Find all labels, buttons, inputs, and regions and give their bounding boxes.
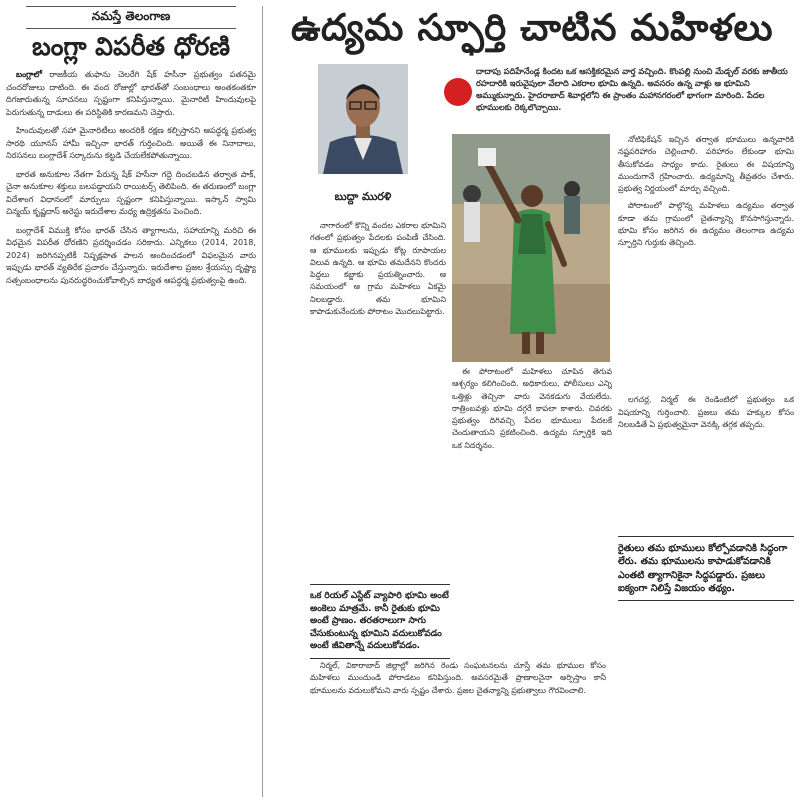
main-article <box>270 6 794 800</box>
author-name: బుద్దా మురళి <box>334 190 392 203</box>
pull-quote-2: రైతులు తమ భూములు కోల్పోవడానికి సిద్ధంగా లేరు. తమ భూములను కాపాడుకోవడానికి ఎంతటి త్యాగానికైనా సిద్ధపడ్డారు. ప్రజలు ఐక్యంగా నిలిస్తే విజయం తథ్యం. <box>618 536 794 601</box>
column-d-paragraph: నిర్మల్, వికారాబాద్ జిల్లాల్లో జరిగిన రెండు సంఘటనలను చూస్తే తమ భూముల కోసం మహిళలు ముందుండి పోరాడటం కనిపిస్తుంది. అవసరమైతే ప్రాణాలనైనా అర్పిస్తాం కానీ భూములను వదులుకోమని వారు స్పష్టం చేశారు. ప్రజల చైతన్యాన్ని ప్రభుత్వాలు గౌరవించాలి. <box>310 661 606 695</box>
author-photo <box>318 64 408 174</box>
column-a <box>310 220 446 580</box>
pull-quote-1: ఒక రియల్ ఎస్టేట్ వ్యాపారి భూమి అంటే అంకెలు మాత్రమే. కానీ రైతుకు భూమి అంటే ప్రాణం. తరతరాలుగా సాగు చేసుకుంటున్న భూమిని వదులుకోవడం అంటే జీవితాన్నే వదులుకోవడం. <box>310 584 450 659</box>
left-article-body <box>6 68 256 287</box>
left-paragraph-1: బంగ్లాలో రాజకీయ తుఫాను చెలరేగి షేక్ హసీనా ప్రభుత్వం పతనమై చందరోజులు దాటింది. ఈ వంద రోజుల్లో భారత్‌తో సంబంధాలు అంతకంతకూ దిగజారుతున్న సూచనలు స్పష్టంగా కనిపిస్తున్నాయి. మైనారిటీ హిందువులపై పెరుగుతున్న దాడులు ఈ పరిస్థితికి కారణమని చెప్తారు. <box>6 69 256 117</box>
column-c-paragraph-3: లగచర్ల, నిర్మల్ ఈ రెండింటిలో ప్రభుత్వం ఒక విషయాన్ని గుర్తించాలి. ప్రజలు తమ హక్కుల కోసం నిలబడితే ఏ ప్రభుత్వమైనా వెనక్కి తగ్గక తప్పదు. <box>618 395 794 429</box>
lead-paragraph: దాదాపు పదిహేనేండ్ల కిందట ఒక ఆసక్తికరమైన వార్త వచ్చింది. కొంపల్లి నుంచి మేడ్చల్ వరకు జాతీయ రహదారికి ఇరువైపులా వేలాది ఎకరాల భూమి ఉన్నది. అవసరం ఉన్న వాళ్లు ఆ భూమిని అమ్ముకున్నారు. హైదరాబాద్ శివార్లలోని ఈ ప్రాంతం మహానగరంలో భాగంగా మారింది. పేదల భూములకు రెక్కలొచ్చాయి. <box>476 66 788 112</box>
lead-word: బంగ్లాలో <box>16 69 42 79</box>
column-divider <box>262 6 263 797</box>
left-paragraph-3: భారత అనుకూల నేతగా పేరున్న షేక్ హసీనా గద్దె దించబడిన తర్వాత పాక్, చైనా అనుకూల శక్తులు బలపడ్డాయని రాయిటర్స్ తెలిపింది. ఈ తరుణంలో బంగ్లా విదేశాంగ విధానంలో మార్పులు స్పష్టంగా కనిపిస్తున్నాయి. ఇస్కాన్ స్వామి చిన్మయ్ కృష్ణదాస్ అరెస్టు ఇరుదేశాల మధ్య ఉద్రిక్తతను పెంచింది. <box>6 168 256 217</box>
column-c-paragraph-1: నోటిఫికేషన్ ఇచ్చిన తర్వాత భూములు ఉన్నవారికి నష్టపరిహారం చెల్లించాలి. పరిహారం లేకుండా భూమి తీసుకోవడం సాధ్యం కాదు. రైతులు ఈ విషయాన్ని ముందుగానే గ్రహించారు. ఉద్యమాన్ని తీవ్రతరం చేశారు. ప్రభుత్వ నిర్ణయంలో మార్పు వచ్చింది. <box>618 135 794 193</box>
quote-spacer <box>618 254 794 394</box>
left-column <box>6 6 256 800</box>
column-d <box>310 660 606 798</box>
column-a-paragraph: నాగారంలో కొన్ని వందల ఎకరాల భూమిని గతంలో ప్రభుత్వం పేదలకు పంపిణీ చేసింది. ఆ భూములకు ఇప్పుడు కోట్ల రూపాయల విలువ ఉన్నది. ఆ భూమి తమదేనని కొందరు పెద్దలు కబ్జాకు ప్రయత్నించారు. ఆ సమయంలో ఆ గ్రామ మహిళలు ఏకమై నిలబడ్డారు. తమ భూమిని కాపాడుకునేందుకు పోరాటం మొదలుపెట్టారు. <box>310 221 446 316</box>
left-paragraph-4: బంగ్లాదేశ్ విముక్తి కోసం భారత్ చేసిన త్యాగాలను, సహాయాన్ని మరిచి ఈ విధమైన విపరీత ధోరణిని ప్రదర్శించడం సరికాదు. ఎన్నికలు (2014, 2018, 2024) జరిగినప్పటికీ నిష్పక్షపాత పాలన అందించడంలో విఫలమైన వారు ఇప్పుడు భారత్ వ్యతిరేక ప్రచారం చేస్తున్నారు. ఇరుదేశాల ప్రజల శ్రేయస్సు దృష్ట్యా సత్సంబంధాలను పునరుద్ధరించుకోవాల్సిన బాధ్యత ఆపద్ధర్మ ప్రభుత్వంపై ఉంది. <box>6 224 256 285</box>
lead-bullet-icon <box>444 78 472 106</box>
protest-photo <box>452 134 610 362</box>
main-headline: ఉద్యమ స్ఫూర్తి చాటిన మహిళలు <box>290 6 774 49</box>
left-article-title: బంగ్లా విపరీత ధోరణి <box>32 32 230 61</box>
column-b-paragraph: ఈ పోరాటంలో మహిళలు చూపిన తెగువ ఆశ్చర్యం కలిగించింది. అధికారులు, పోలీసులు ఎన్ని ఒత్తిళ్లు తెచ్చినా వారు వెనకడుగు వేయలేదు. రాత్రింబవళ్లు భూమి దగ్గరే కాపలా కాశారు. చివరకు ప్రభుత్వం దిగివచ్చి పేదల భూములు పేదలకే చెందుతాయని ప్రకటించింది. ఉద్యమ స్ఫూర్తికి ఇది ఒక నిదర్శనం. <box>452 367 612 450</box>
left-paragraph-2: హిందువులతో సహా మైనారిటీలు అందరికీ రక్షణ కల్పిస్తానని ఆపద్ధర్మ ప్రభుత్వ సారథి యూనస్ హామీ ఇచ్చినా భారత్ గుర్తించింది. అయితే ఈ నినాదాలు, నిరసనలు బంగ్లాదేశ్ సర్కారును కట్టడి చేయలేకపోతున్నాయి. <box>6 125 256 161</box>
column-c-paragraph-2: పోరాటంలో పాల్గొన్న మహిళలు ఉద్యమం తర్వాత కూడా తమ గ్రామంలో చైతన్యాన్ని కొనసాగిస్తున్నారు. భూమి కోసం జరిగిన ఈ ఉద్యమం తెలంగాణ ఉద్యమ స్ఫూర్తిని గుర్తుకు తెచ్చింది. <box>618 201 794 247</box>
column-c <box>618 134 794 798</box>
section-label: నమస్తే తెలంగాణ <box>26 6 236 29</box>
